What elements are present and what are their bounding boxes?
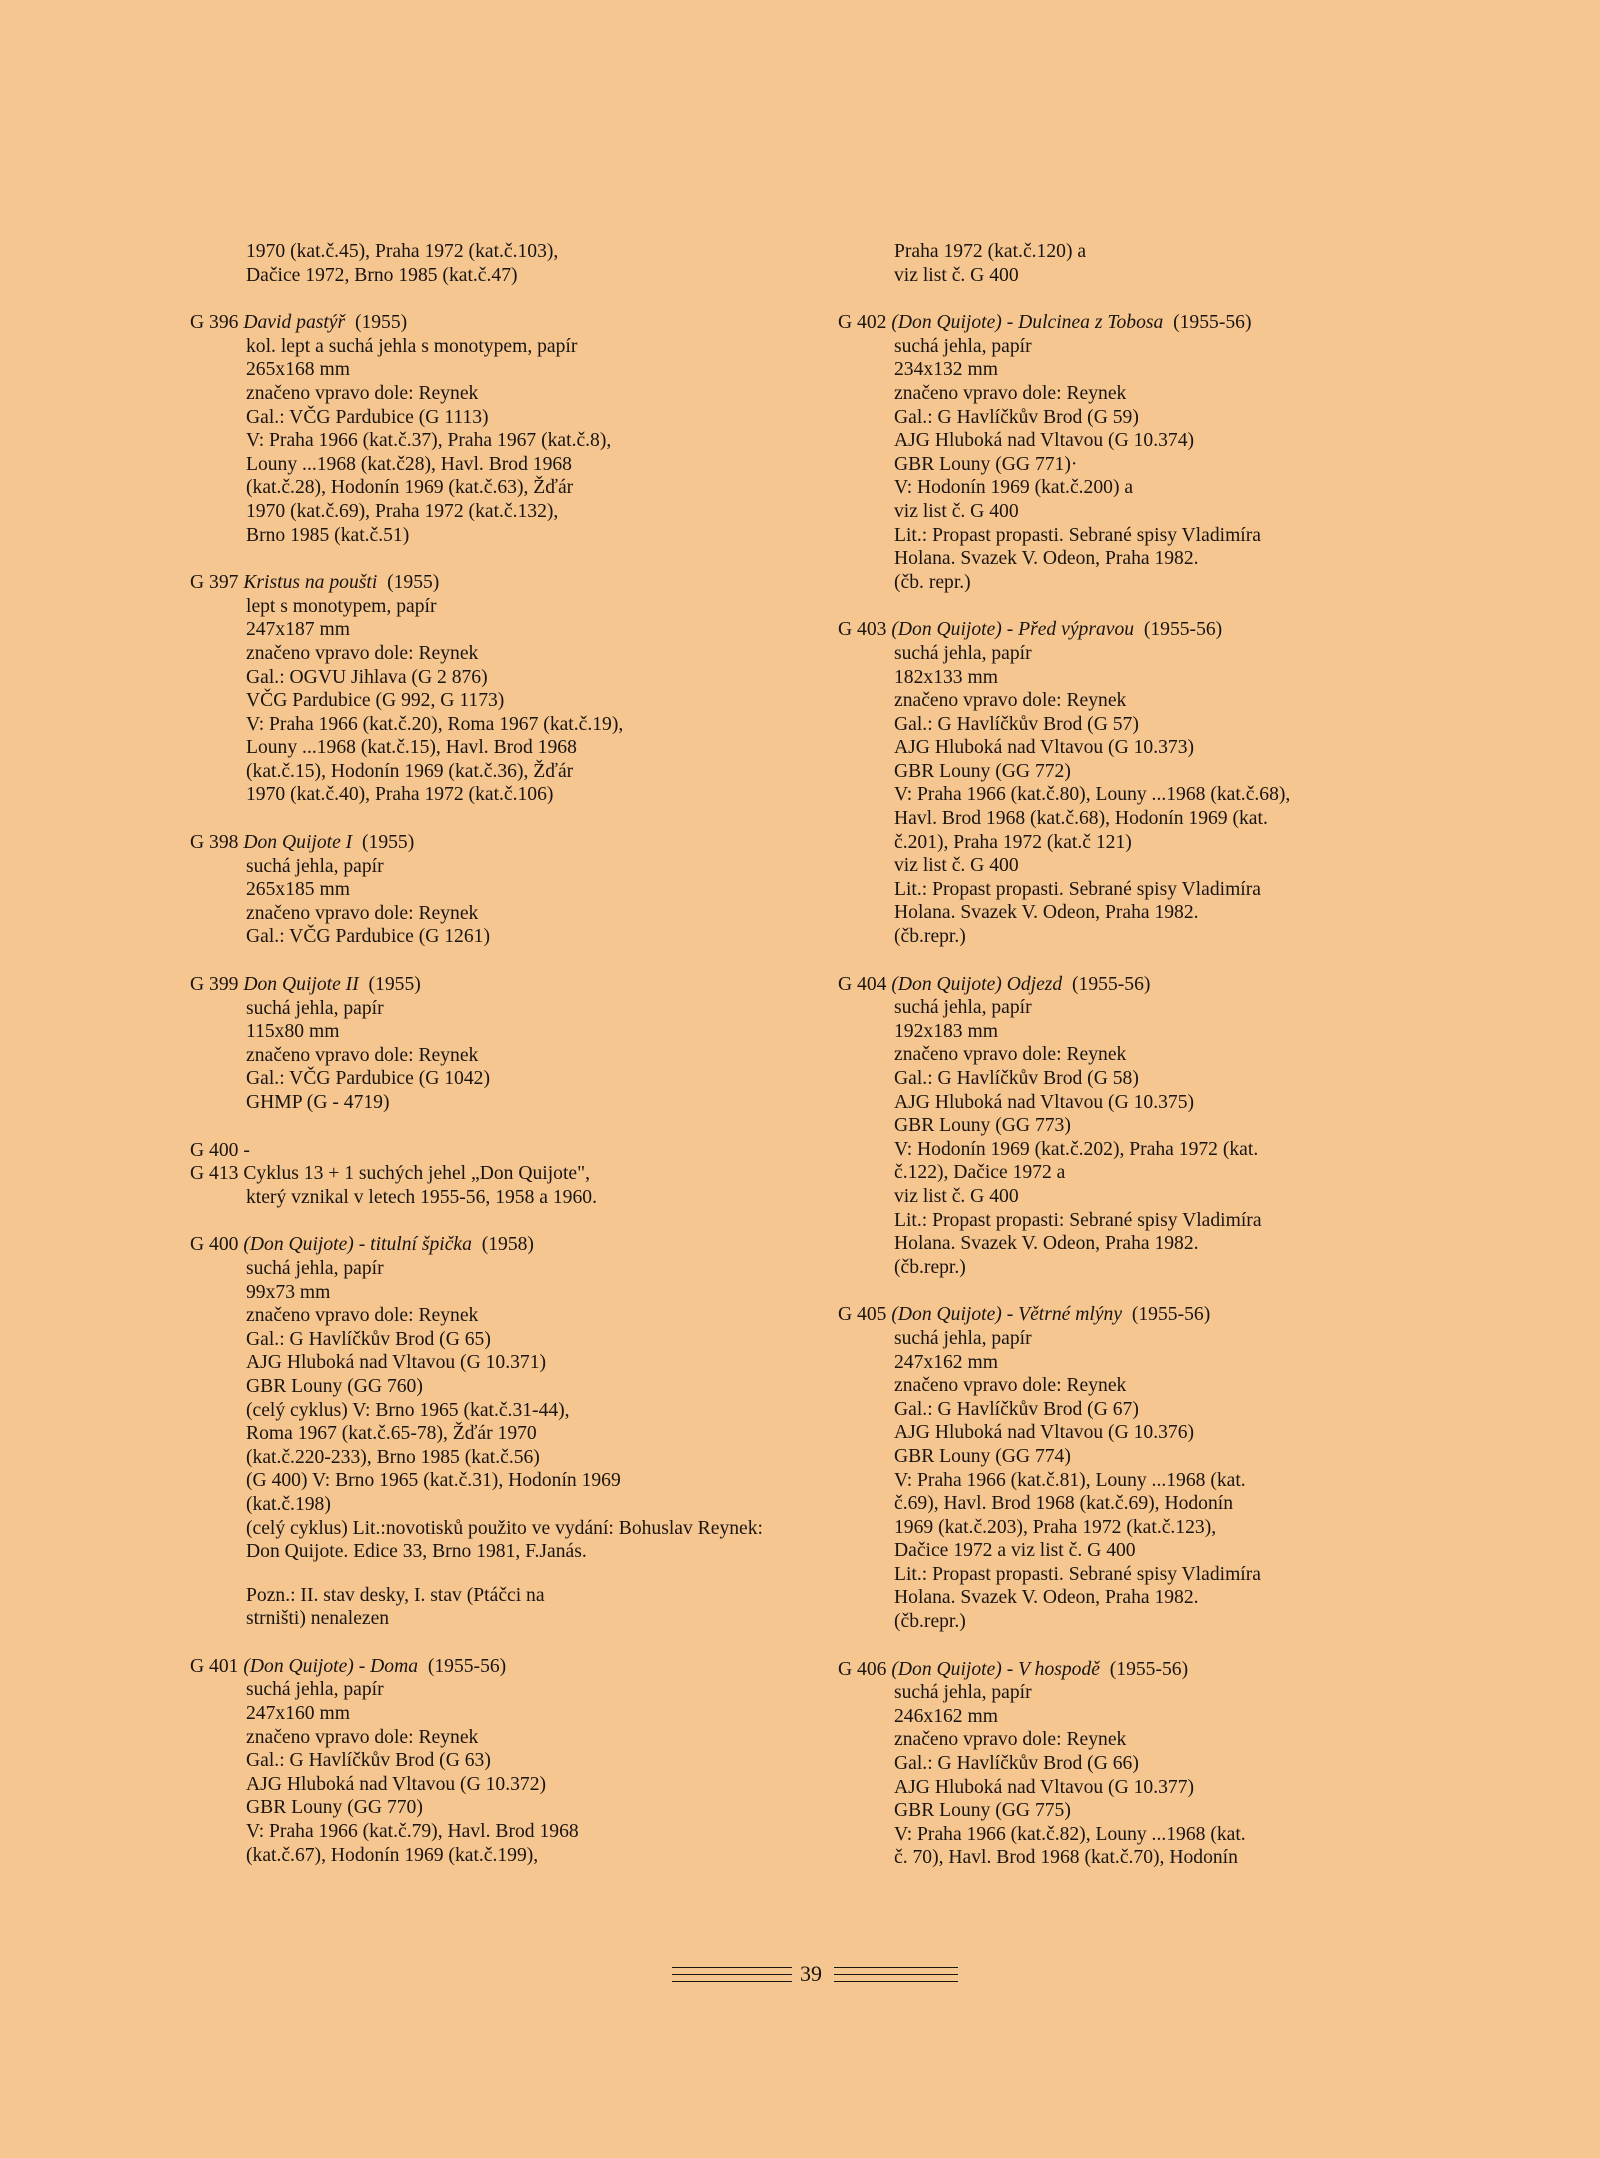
cycle-text: Cyklus 13 + 1 suchých jehel „Don Quijote",	[243, 1163, 591, 1185]
entry-title: Don Quijote I	[243, 832, 353, 854]
entry-body	[190, 855, 850, 949]
entry-title: (Don Quijote) - Dulcinea z Tobosa	[891, 312, 1164, 334]
catalog-entry	[838, 618, 1358, 948]
text-line: 1970 (kat.č.40), Praha 1972 (kat.č.106)	[246, 784, 554, 806]
text-line: Havl. Brod 1968 (kat.č.68), Hodonín 1969 (kat.	[894, 808, 1268, 830]
cycle-line	[190, 1162, 850, 1186]
entry-date: (1955-56)	[1173, 312, 1252, 334]
entry-date: (1955-56)	[427, 1655, 507, 1677]
entry-code: G 406	[838, 1658, 887, 1680]
text-line: 247x187 mm	[246, 619, 350, 641]
text-line: kol. lept a suchá jehla s monotypem, papír	[246, 335, 578, 357]
text-line: suchá jehla, papír	[246, 1679, 384, 1701]
text-line: AJG Hluboká nad Vltavou (G 10.372)	[246, 1773, 547, 1795]
text-line: 192x183 mm	[894, 1020, 998, 1042]
catalog-entry	[838, 1658, 1358, 1870]
text-line: 182x133 mm	[894, 666, 998, 688]
left-column	[190, 240, 850, 1891]
text-line: GBR Louny (GG 770)	[246, 1797, 423, 1819]
text-line: V: Hodonín 1969 (kat.č.200) a	[894, 477, 1134, 499]
entry-date: (1958)	[481, 1234, 534, 1256]
text-line: 1970 (kat.č.45), Praha 1972 (kat.č.103),	[246, 241, 559, 262]
entry-body	[838, 642, 1358, 949]
continuation-left	[190, 240, 850, 287]
catalog-entry	[190, 973, 850, 1115]
entry-heading	[838, 1658, 1358, 1682]
text-line: Gal.: G Havlíčkův Brod (G 67)	[894, 1398, 1139, 1420]
text-line: viz list č. G 400	[894, 264, 1019, 286]
text-line: značeno vpravo dole: Reynek	[246, 642, 479, 664]
text-line: suchá jehla, papír	[894, 1327, 1032, 1349]
text-line: (čb.repr.)	[894, 1611, 966, 1633]
text-line: (G 400) V: Brno 1965 (kat.č.31), Hodonín 1969	[246, 1470, 621, 1492]
text-line: Don Quijote. Edice 33, Brno 1981, F.Janás.	[246, 1541, 587, 1563]
text-line: V: Praha 1966 (kat.č.81), Louny ...1968 (kat.	[894, 1469, 1246, 1491]
entry-code: G 400	[190, 1234, 239, 1256]
text-line: Gal.: VČG Pardubice (G 1042)	[246, 1068, 490, 1090]
entry-body	[190, 335, 850, 547]
text-line: suchá jehla, papír	[246, 855, 384, 877]
text-line: Lit.: Propast propasti: Sebrané spisy Vladimíra	[894, 1209, 1262, 1231]
footer-rule	[672, 1967, 792, 1968]
entry-heading	[190, 1233, 850, 1257]
entry-body	[838, 996, 1358, 1279]
text-line: viz list č. G 400	[894, 855, 1019, 877]
text-line: Gal.: G Havlíčkův Brod (G 63)	[246, 1750, 491, 1772]
entry-date: (1955-56)	[1109, 1658, 1189, 1680]
entry-code: G 403	[838, 619, 887, 641]
catalog-entry	[190, 831, 850, 949]
text-line: Gal.: G Havlíčkův Brod (G 66)	[894, 1753, 1139, 1775]
text-line: č. 70), Havl. Brod 1968 (kat.č.70), Hodonín	[894, 1847, 1238, 1869]
page-footer	[0, 1957, 1600, 1997]
text-line: 246x162 mm	[894, 1705, 998, 1727]
entry-heading	[838, 618, 1358, 642]
text-line: 1969 (kat.č.203), Praha 1972 (kat.č.123),	[894, 1516, 1217, 1538]
text-line: GBR Louny (GG 773)	[894, 1115, 1071, 1137]
text-line: 115x80 mm	[246, 1021, 340, 1043]
text-line: Brno 1985 (kat.č.51)	[246, 524, 410, 546]
entry-title: David pastýř	[243, 312, 346, 334]
text-line: Holana. Svazek V. Odeon, Praha 1982.	[894, 548, 1199, 570]
text-line: (celý cyklus) V: Brno 1965 (kat.č.31-44),	[246, 1399, 570, 1421]
text-line: Louny ...1968 (kat.č.15), Havl. Brod 1968	[246, 737, 577, 759]
text-line: GHMP (G - 4719)	[246, 1092, 390, 1113]
cycle-code-end: G 413	[190, 1163, 239, 1185]
text-line: GBR Louny (GG 775)	[894, 1800, 1071, 1822]
text-line: značeno vpravo dole: Reynek	[894, 1044, 1127, 1066]
text-line: GBR Louny (GG 760)	[246, 1375, 423, 1397]
cycle-code-start: G 400 -	[190, 1139, 250, 1161]
entry-heading	[838, 311, 1358, 335]
text-line: viz list č. G 400	[894, 500, 1019, 522]
text-line: (celý cyklus) Lit.:novotisků použito ve vydání: Bohuslav Reynek:	[246, 1517, 763, 1539]
entry-heading	[838, 973, 1358, 997]
footer-rule	[834, 1974, 958, 1975]
text-line: V: Praha 1966 (kat.č.82), Louny ...1968 (kat.	[894, 1823, 1246, 1845]
entry-body	[190, 1678, 850, 1867]
text-line: Roma 1967 (kat.č.65-78), Žďár 1970	[246, 1423, 537, 1445]
text-line: AJG Hluboká nad Vltavou (G 10.375)	[894, 1091, 1195, 1113]
text-line: značeno vpravo dole: Reynek	[246, 1305, 479, 1327]
entry-code: G 397	[190, 572, 239, 594]
text-line: Dačice 1972 a viz list č. G 400	[894, 1540, 1136, 1562]
text-line: suchá jehla, papír	[894, 997, 1032, 1019]
entry-code: G 399	[190, 974, 239, 996]
entry-title: (Don Quijote) - Doma	[243, 1655, 419, 1677]
text-line: V: Praha 1966 (kat.č.20), Roma 1967 (kat.č.19),	[246, 713, 624, 735]
entry-body	[838, 1327, 1358, 1634]
text-line: V: Hodonín 1969 (kat.č.202), Praha 1972 (kat.	[894, 1138, 1259, 1160]
entry-title: (Don Quijote) - Větrné mlýny	[891, 1304, 1123, 1326]
page-number: 39	[800, 1961, 822, 1986]
text-line: AJG Hluboká nad Vltavou (G 10.373)	[894, 737, 1195, 759]
entry-title: Kristus na poušti	[243, 572, 378, 594]
text-line: AJG Hluboká nad Vltavou (G 10.377)	[894, 1776, 1195, 1798]
entry-body	[190, 1257, 850, 1564]
text-line: značeno vpravo dole: Reynek	[246, 1044, 479, 1066]
entry-title: (Don Quijote) - titulní špička	[243, 1234, 472, 1256]
text-line: Gal.: VČG Pardubice (G 1261)	[246, 926, 490, 948]
catalog-entry	[838, 311, 1358, 594]
entry-heading	[190, 311, 850, 335]
text-line: suchá jehla, papír	[894, 642, 1032, 664]
text-line: Louny ...1968 (kat.č28), Havl. Brod 1968	[246, 453, 572, 475]
text-line: Holana. Svazek V. Odeon, Praha 1982.	[894, 1233, 1199, 1255]
entry-code: G 398	[190, 832, 239, 854]
text-line: Praha 1972 (kat.č.120) a	[894, 241, 1087, 262]
text-line: AJG Hluboká nad Vltavou (G 10.376)	[894, 1422, 1195, 1444]
catalog-entry	[190, 1655, 850, 1867]
entry-code: G 396	[190, 312, 239, 334]
footer-rule	[834, 1967, 958, 1968]
text-line: 99x73 mm	[246, 1281, 331, 1303]
text-line: viz list č. G 400	[894, 1185, 1019, 1207]
entry-date: (1955-56)	[1072, 973, 1151, 995]
text-line: suchá jehla, papír	[894, 1682, 1032, 1704]
text-line: Gal.: G Havlíčkův Brod (G 58)	[894, 1068, 1139, 1089]
text-line: Dačice 1972, Brno 1985 (kat.č.47)	[246, 264, 518, 286]
entry-heading	[190, 973, 850, 997]
text-line: Lit.: Propast propasti. Sebrané spisy Vladimíra	[894, 878, 1261, 900]
text-line: AJG Hluboká nad Vltavou (G 10.371)	[246, 1352, 547, 1374]
text-line: 247x160 mm	[246, 1703, 350, 1725]
entry-code: G 401	[190, 1655, 239, 1677]
entry-code: G 405	[838, 1304, 887, 1326]
text-line: V: Praha 1966 (kat.č.79), Havl. Brod 1968	[246, 1821, 579, 1843]
text-line: (kat.č.15), Hodonín 1969 (kat.č.36), Žďár	[246, 760, 574, 782]
entry-body	[838, 335, 1358, 595]
entry-body	[190, 997, 850, 1115]
text-line: (kat.č.28), Hodonín 1969 (kat.č.63), Žďár	[246, 477, 574, 499]
text-line: č.201), Praha 1972 (kat.č 121)	[894, 831, 1132, 853]
text-line: suchá jehla, papír	[246, 1257, 384, 1279]
catalog-entry	[190, 1233, 850, 1631]
entry-date: (1955)	[362, 832, 415, 854]
text-line: (kat.č.67), Hodonín 1969 (kat.č.199),	[246, 1844, 539, 1866]
text-line: VČG Pardubice (G 992, G 1173)	[246, 690, 505, 712]
entry-heading	[190, 1655, 850, 1679]
text-line: 234x132 mm	[894, 359, 998, 381]
right-column	[838, 240, 1358, 1894]
text-line: (čb. repr.)	[894, 571, 971, 593]
text-line: značeno vpravo dole: Reynek	[894, 382, 1127, 404]
text-line: 265x168 mm	[246, 359, 350, 381]
text-line: Pozn.: II. stav desky, I. stav (Ptáčci na	[246, 1584, 545, 1606]
text-line: suchá jehla, papír	[246, 997, 384, 1019]
entry-date: (1955)	[354, 312, 408, 334]
text-line: 247x162 mm	[894, 1351, 998, 1373]
text-line: Gal.: VČG Pardubice (G 1113)	[246, 406, 489, 428]
entry-title: Don Quijote II	[243, 974, 359, 996]
footer-rule	[672, 1974, 792, 1975]
entry-heading	[190, 571, 850, 595]
entry-date: (1955)	[387, 572, 440, 594]
catalog-entry	[190, 311, 850, 547]
continuation-right	[838, 240, 1358, 287]
cycle-note	[190, 1139, 850, 1210]
catalog-entry	[838, 973, 1358, 1280]
entry-date: (1955-56)	[1143, 619, 1223, 641]
text-line: 1970 (kat.č.69), Praha 1972 (kat.č.132),	[246, 500, 559, 522]
text-line: (kat.č.198)	[246, 1493, 331, 1515]
text-line: 265x185 mm	[246, 879, 350, 901]
entry-body	[838, 1681, 1358, 1870]
text-line: Gal.: G Havlíčkův Brod (G 57)	[894, 713, 1139, 735]
text-line: V: Praha 1966 (kat.č.37), Praha 1967 (kat.č.8),	[246, 430, 612, 452]
text-line: Lit.: Propast propasti. Sebrané spisy Vladimíra	[894, 524, 1261, 546]
text-line: (kat.č.220-233), Brno 1985 (kat.č.56)	[246, 1446, 540, 1468]
text-line: značeno vpravo dole: Reynek	[246, 382, 479, 404]
text-line: č.69), Havl. Brod 1968 (kat.č.69), Hodonín	[894, 1493, 1234, 1515]
entry-code: G 404	[838, 973, 887, 995]
text-line: GBR Louny (GG 774)	[894, 1445, 1071, 1467]
text-line: (čb.repr.)	[894, 926, 966, 948]
entry-heading	[190, 831, 850, 855]
text-line: značeno vpravo dole: Reynek	[894, 1375, 1127, 1397]
entry-title: (Don Quijote) - Před výpravou	[891, 619, 1135, 641]
text-line: V: Praha 1966 (kat.č.80), Louny ...1968 (kat.č.68),	[894, 784, 1291, 806]
text-line: GBR Louny (GG 771)·	[894, 453, 1078, 475]
entry-date: (1955)	[368, 974, 421, 996]
text-line: značeno vpravo dole: Reynek	[894, 1729, 1127, 1751]
text-line: Gal.: OGVU Jihlava (G 2 876)	[246, 666, 488, 688]
text-line: č.122), Dačice 1972 a	[894, 1162, 1066, 1184]
text-line: Lit.: Propast propasti. Sebrané spisy Vladimíra	[894, 1563, 1261, 1585]
text-line: Holana. Svazek V. Odeon, Praha 1982.	[894, 902, 1199, 924]
text-line: Gal.: G Havlíčkův Brod (G 59)	[894, 406, 1139, 428]
footer-rule	[672, 1981, 792, 1982]
text-line: Holana. Svazek V. Odeon, Praha 1982.	[894, 1587, 1199, 1609]
footer-rule	[834, 1981, 958, 1982]
cycle-text: který vznikal v letech 1955-56, 1958 a 1960.	[246, 1186, 597, 1208]
entry-body	[190, 595, 850, 807]
text-line: lept s monotypem, papír	[246, 595, 437, 617]
entry-title: (Don Quijote) Odjezd	[891, 973, 1063, 995]
catalog-entry	[838, 1303, 1358, 1633]
text-line: suchá jehla, papír	[894, 335, 1032, 357]
catalog-entry	[190, 571, 850, 807]
entry-title: (Don Quijote) - V hospodě	[891, 1658, 1100, 1680]
text-line: značeno vpravo dole: Reynek	[894, 690, 1127, 712]
text-line: značeno vpravo dole: Reynek	[246, 1726, 479, 1748]
entry-note	[190, 1584, 850, 1631]
entry-date: (1955-56)	[1131, 1304, 1211, 1326]
entry-heading	[838, 1303, 1358, 1327]
text-line: (čb.repr.)	[894, 1256, 966, 1278]
text-line: značeno vpravo dole: Reynek	[246, 902, 479, 924]
text-line: strništi) nenalezen	[246, 1608, 390, 1630]
text-line: Gal.: G Havlíčkův Brod (G 65)	[246, 1328, 491, 1350]
text-line: GBR Louny (GG 772)	[894, 760, 1071, 782]
text-line: AJG Hluboká nad Vltavou (G 10.374)	[894, 430, 1195, 452]
entry-code: G 402	[838, 312, 887, 334]
